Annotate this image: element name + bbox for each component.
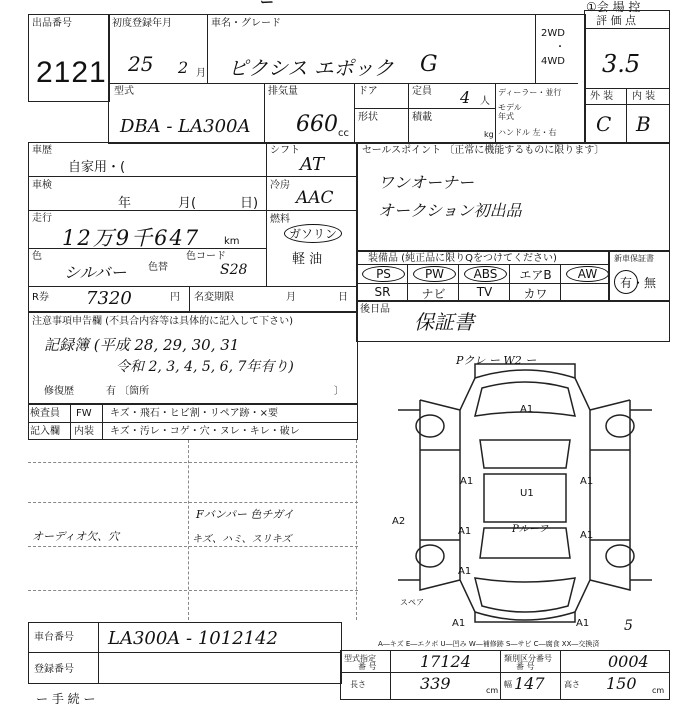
color-code-label: 色コード — [186, 251, 226, 262]
rear-note: 5 — [624, 618, 633, 634]
equipment-item: エアB — [519, 268, 552, 282]
color-code-value: S28 — [220, 262, 248, 278]
inspection-year: 年 — [118, 196, 132, 211]
roof-note: Pルーフ — [512, 524, 549, 535]
door-label: ドア — [358, 86, 378, 97]
displacement-label: 排気量 — [268, 86, 298, 97]
warranty-circle — [614, 270, 638, 294]
warranty-options: 有・無 — [620, 276, 657, 290]
selling-points-box — [356, 142, 670, 252]
damage-mark-left-mid: A1 — [458, 526, 472, 537]
notes-label: 注意事項申告欄 (不具合内容等は具体的に記入して下さい) — [32, 316, 293, 327]
later-items-box — [356, 300, 670, 342]
footer-fragment: ー 手 続 ー — [36, 692, 96, 706]
history-value: 自家用・( — [68, 160, 126, 175]
model-label: 型式 — [114, 86, 134, 97]
damage-mark-front: A1 — [520, 404, 534, 415]
diagram-top-note: Pクレ ー W2 ー — [456, 354, 537, 367]
recycle-unit: 円 — [170, 292, 180, 303]
inspection-note-right-1: Fバンパー 色チガイ — [196, 508, 294, 521]
fuel-diesel: 軽 油 — [292, 252, 323, 267]
chassis-value: LA300A - 1012142 — [108, 628, 278, 649]
vehicle-name: ピクシス エポック — [228, 56, 394, 80]
interior-grade: B — [636, 112, 651, 136]
model-value: DBA - LA300A — [120, 116, 251, 137]
displacement-unit: cc — [338, 128, 349, 139]
mileage-label: 走行 — [32, 213, 52, 224]
equipment-item: PS — [362, 266, 405, 282]
length-label: 長さ — [350, 680, 366, 689]
damage-mark-right-mid: A1 — [580, 530, 594, 541]
fuel-gasoline: ガソリン — [284, 224, 342, 243]
ac-label: 冷房 — [270, 180, 290, 191]
venue-label: ①会 場 控 — [586, 0, 641, 14]
model-spec-value: 17124 — [420, 652, 471, 671]
equipment-item: SR — [374, 285, 391, 299]
name-change-month: 月 — [286, 292, 296, 303]
registration-month-unit: 月 — [196, 68, 206, 79]
history-label: 車歴 — [32, 145, 52, 156]
height-label: 高さ — [564, 680, 580, 689]
registration-label: 初度登録年月 — [112, 18, 172, 29]
inspection-note-right-2: キズ、ハミ、スリキズ — [192, 534, 292, 545]
model-spec-label: 型式指定 — [344, 654, 376, 663]
ac-value: AAC — [296, 188, 334, 208]
equipment-label: 装備品 (純正品に限りQをつけてください) — [368, 253, 557, 264]
category-value: 0004 — [608, 652, 649, 671]
exterior-label: 外 装 — [590, 91, 614, 102]
registration-year: 25 — [128, 52, 154, 76]
selling-point-1: ワンオーナー — [378, 173, 475, 192]
evaluation-label: 評 価 点 — [596, 14, 636, 27]
name-change-label: 名変期限 — [194, 292, 234, 303]
exterior-grade: C — [596, 112, 612, 136]
chassis-label: 車台番号 — [34, 632, 74, 643]
damage-mark-left-rear: A1 — [458, 566, 472, 577]
reg-number-label: 登録番号 — [34, 664, 74, 675]
fuel-label: 燃料 — [270, 214, 290, 225]
damage-mark-rear-right: A1 — [576, 618, 590, 629]
dealer-label: ディーラー・並行 — [498, 88, 562, 97]
notes-line-1: 記録簿 (平成 28, 29, 30, 31 — [44, 336, 240, 354]
inspector-label-1: 検査員 — [30, 408, 60, 419]
warranty-label: 新車保証書 — [614, 254, 654, 263]
damage-mark-roof: U1 — [520, 488, 534, 499]
evaluation-score: 3.5 — [602, 50, 641, 78]
inspection-note-left: オーディオ欠、穴 — [32, 530, 120, 543]
later-items-label: 後日品 — [360, 304, 390, 315]
damage-mark-rear-left: A1 — [452, 618, 466, 629]
vehicle-grade: G — [420, 52, 438, 77]
lot-number: 2121 — [36, 56, 107, 89]
vehicle-label: 車名・グレード — [211, 18, 281, 29]
name-change-day: 日 — [338, 292, 348, 303]
load-label: 積載 — [412, 112, 432, 123]
inspection-month: 月( — [178, 196, 197, 211]
recycle-label: R券 — [32, 292, 49, 303]
inspector-label-2: 記入欄 — [30, 426, 60, 437]
kg-unit: kg — [484, 130, 494, 139]
capacity-value: 4 — [460, 88, 471, 107]
mileage-unit: km — [224, 236, 240, 247]
selling-point-2: オークション初出品 — [378, 201, 522, 220]
fw-label: FW — [76, 408, 92, 419]
selling-points-label: セールスポイント 〔正常に機能するものに限ります〕 — [362, 145, 605, 156]
length-value: 339 — [420, 674, 451, 693]
lot-label: 出品番号 — [32, 18, 72, 29]
drive-dot: ・ — [555, 42, 565, 53]
drive-2wd: 2WD — [541, 28, 565, 39]
shape-label: 形状 — [358, 112, 378, 123]
damage-legend: A―キズ E―エクボ U―凹み W―補修跡 S―サビ C―腐食 XX―交換済 — [378, 640, 600, 648]
equipment-item: PW — [413, 266, 456, 282]
interior-inspect-label: 内装 — [74, 426, 94, 437]
color-label: 色 — [32, 251, 42, 262]
height-value: 150 — [606, 674, 637, 693]
interior-inspect-items: キズ・汚レ・コゲ・穴・ヌレ・キレ・破レ — [110, 426, 300, 437]
spare-label: スペア — [400, 598, 424, 607]
width-value: 147 — [514, 674, 545, 693]
repair-value: 有 〔箇所 — [106, 386, 150, 397]
recycle-value: 7320 — [86, 288, 132, 309]
width-label: 幅 — [504, 680, 512, 689]
fw-items: キズ・飛石・ヒビ割・リペア跡・×要 — [110, 408, 278, 419]
length-unit: cm — [486, 686, 499, 695]
equipment-item: ナビ — [421, 287, 446, 301]
capacity-unit: 人 — [480, 96, 490, 107]
shift-label: シフト — [270, 145, 300, 156]
category-sub: 番 号 — [516, 662, 535, 671]
later-items-value: 保証書 — [414, 310, 474, 334]
model-year-label: モデル年式 — [498, 103, 522, 121]
drive-4wd: 4WD — [541, 56, 565, 67]
equipment-item: カワ — [523, 287, 548, 301]
damage-mark-right-front: A1 — [580, 476, 594, 487]
handle-label: ハンドル 左・右 — [498, 128, 557, 137]
registration-month: 2 — [178, 58, 189, 77]
notes-line-2: 令和 2, 3, 4, 5, 6, 7年有り) — [116, 359, 294, 375]
header-fragment: ー — [260, 0, 274, 11]
damage-mark-left-door: A2 — [392, 516, 406, 527]
mileage-value: 12万9千647 — [62, 226, 201, 250]
color-change-label: 色替 — [148, 262, 168, 273]
category-label: 類別区分番号 — [504, 654, 552, 663]
model-spec-sub: 番 号 — [358, 662, 377, 671]
repair-close: 〕 — [334, 386, 344, 397]
color-value: シルバー — [64, 263, 127, 282]
repair-label: 修復歴 — [44, 386, 74, 397]
displacement-value: 660 — [296, 112, 338, 137]
equipment-item: AW — [566, 266, 609, 282]
interior-label: 内 装 — [632, 91, 656, 102]
inspection-day: 日) — [240, 196, 259, 211]
height-unit: cm — [652, 686, 665, 695]
inspection-label: 車検 — [32, 180, 52, 191]
equipment-item: TV — [476, 285, 493, 299]
shift-value: AT — [300, 154, 325, 175]
equipment-item: ABS — [464, 266, 507, 282]
damage-mark-left-front: A1 — [460, 476, 474, 487]
capacity-label: 定員 — [412, 86, 432, 97]
